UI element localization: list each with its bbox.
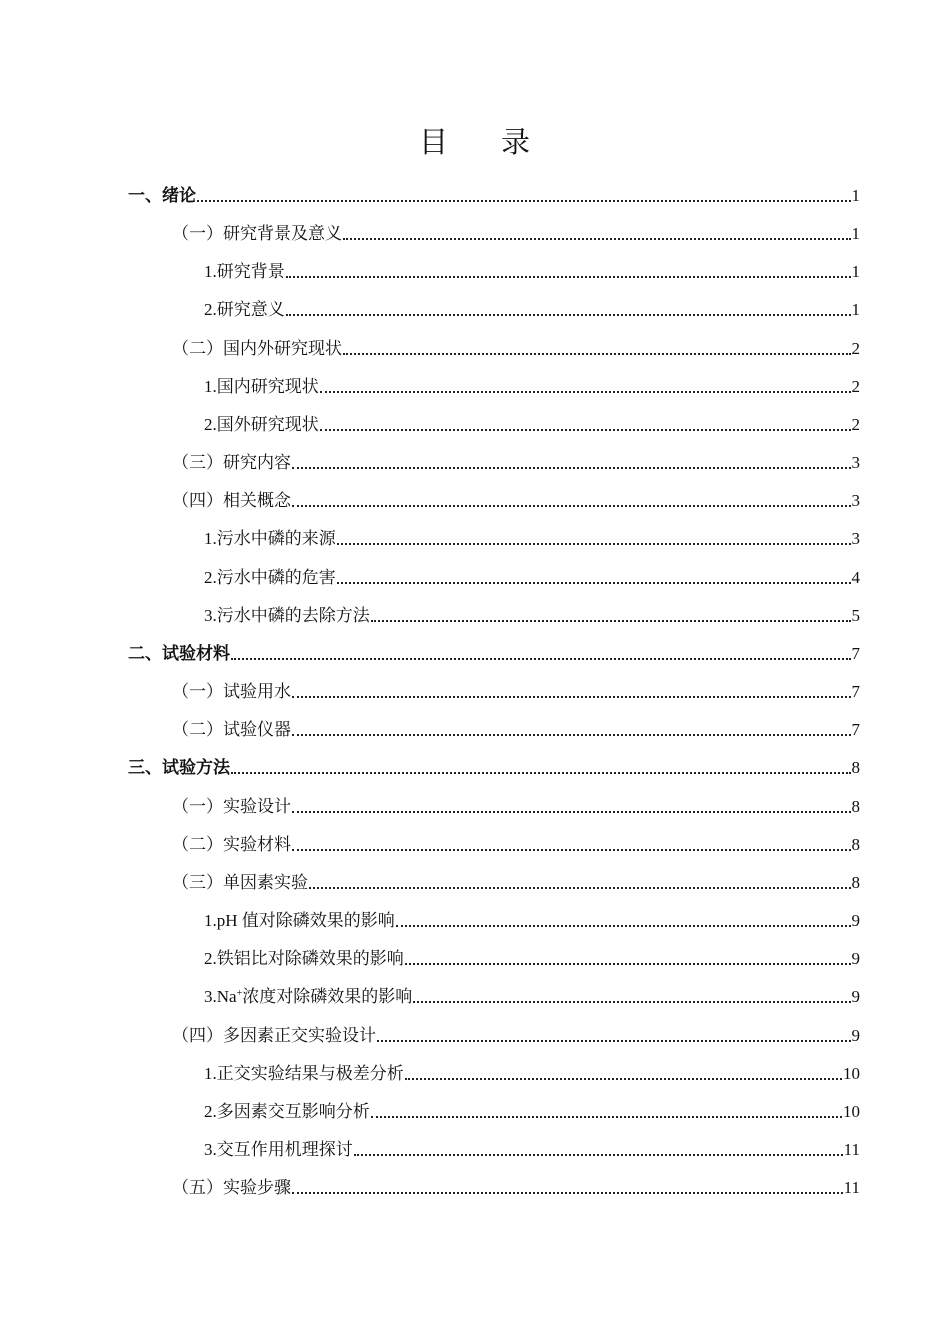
toc-entry[interactable]	[204, 527, 860, 551]
toc-entry[interactable]	[204, 260, 860, 284]
toc-entry-page: 9	[851, 911, 860, 930]
toc-entry-label: （四）相关概念	[172, 491, 291, 510]
toc-entry-page: 8	[851, 797, 860, 816]
dot-leader	[231, 642, 851, 666]
toc-entry[interactable]	[172, 718, 860, 742]
toc-entry-label: 2.国外研究现状	[204, 415, 319, 434]
toc-entry-page: 9	[851, 987, 860, 1006]
toc-title-char-2: 录	[501, 127, 532, 159]
toc-entry-page: 8	[851, 835, 860, 854]
dot-leader	[396, 909, 851, 933]
dot-leader	[354, 1138, 843, 1162]
toc-entry-label: （二）实验材料	[172, 835, 291, 854]
toc-entry-label: 2.污水中磷的危害	[204, 568, 336, 587]
toc-entry-label: 1.污水中磷的来源	[204, 529, 336, 548]
toc-entry-page: 1	[851, 300, 860, 319]
toc-entry[interactable]	[204, 1100, 860, 1124]
toc-entry-page: 8	[851, 873, 860, 892]
dot-leader	[292, 718, 851, 742]
dot-leader	[337, 566, 851, 590]
toc-entry-label: （二）试验仪器	[172, 720, 291, 739]
toc-entry-label: 一、绪论	[128, 186, 196, 205]
dot-leader	[292, 680, 851, 704]
toc-entry-label: 二、试验材料	[128, 644, 230, 663]
toc-entry-label: 2.多因素交互影响分析	[204, 1102, 370, 1121]
dot-leader	[320, 413, 851, 437]
dot-leader	[320, 375, 851, 399]
toc-entry-page: 3	[851, 453, 860, 472]
label-prefix: 3.Na	[204, 987, 237, 1006]
toc-entry[interactable]	[172, 1176, 860, 1200]
toc-entry-label: （三）研究内容	[172, 453, 291, 472]
toc-entry[interactable]	[172, 489, 860, 513]
toc-entry-page: 2	[851, 377, 860, 396]
dot-leader	[292, 489, 851, 513]
toc-entry-label: 1.国内研究现状	[204, 377, 319, 396]
toc-entry-page: 1	[851, 224, 860, 243]
toc-entry-label: 3.交互作用机理探讨	[204, 1140, 353, 1159]
toc-entry[interactable]	[204, 298, 860, 322]
dot-leader	[413, 985, 850, 1009]
dot-leader	[292, 833, 851, 857]
dot-leader	[197, 184, 851, 208]
dot-leader	[337, 527, 851, 551]
superscript-plus: +	[236, 988, 243, 999]
toc-entry-page: 10	[843, 1102, 860, 1121]
toc-entry-label: （一）实验设计	[172, 797, 291, 816]
dot-leader	[292, 795, 851, 819]
toc-entry-label: （一）试验用水	[172, 682, 291, 701]
toc-entry[interactable]	[128, 184, 860, 208]
dot-leader	[405, 947, 851, 971]
dot-leader	[286, 260, 851, 284]
toc-entry-page: 11	[843, 1178, 860, 1197]
toc-entry[interactable]	[128, 756, 860, 780]
toc-entry[interactable]	[204, 375, 860, 399]
toc-entry[interactable]	[204, 604, 860, 628]
toc-entry-page: 1	[851, 186, 860, 205]
dot-leader	[286, 298, 851, 322]
toc-entry[interactable]	[204, 566, 860, 590]
toc-entry[interactable]	[172, 833, 860, 857]
toc-entry-page: 2	[851, 339, 860, 358]
toc-entry-label: （五）实验步骤	[172, 1178, 291, 1197]
toc-entry-page: 3	[851, 491, 860, 510]
toc-entry[interactable]	[204, 413, 860, 437]
toc-entry-page: 4	[851, 568, 860, 587]
toc-entry[interactable]	[128, 642, 860, 666]
dot-leader	[292, 451, 851, 475]
toc-entry-page: 5	[851, 606, 860, 625]
dot-leader	[371, 604, 851, 628]
toc-entry-page: 11	[843, 1140, 860, 1159]
toc-entry-page: 8	[851, 758, 860, 777]
dot-leader	[377, 1024, 851, 1048]
toc-entry[interactable]	[204, 985, 860, 1009]
toc-entry[interactable]	[204, 1062, 860, 1086]
toc-entry-page: 1	[851, 262, 860, 281]
toc-entry-label: （四）多因素正交实验设计	[172, 1026, 376, 1045]
toc-entry-label: （三）单因素实验	[172, 873, 308, 892]
toc-entry[interactable]	[172, 795, 860, 819]
toc-entry-page: 10	[843, 1064, 860, 1083]
toc-entry-label: 2.研究意义	[204, 300, 285, 319]
toc-entry-label: （一）研究背景及意义	[172, 224, 342, 243]
toc-entry-label: 3.污水中磷的去除方法	[204, 606, 370, 625]
toc-entry-label: 2.铁铝比对除磷效果的影响	[204, 949, 404, 968]
toc-entry-label	[204, 985, 412, 1009]
toc-entry-page: 2	[851, 415, 860, 434]
dot-leader	[292, 1176, 843, 1200]
dot-leader	[343, 337, 851, 361]
dot-leader	[309, 871, 851, 895]
toc-entry-page: 9	[851, 949, 860, 968]
toc-entry[interactable]	[204, 1138, 860, 1162]
toc-entry[interactable]	[172, 337, 860, 361]
toc-entry[interactable]	[172, 222, 860, 246]
toc-entry-page: 3	[851, 529, 860, 548]
toc-entry[interactable]	[172, 871, 860, 895]
toc-entry[interactable]	[204, 947, 860, 971]
toc-entry-label: 1.研究背景	[204, 262, 285, 281]
label-suffix: 浓度对除磷效果的影响	[242, 987, 413, 1006]
dot-leader	[343, 222, 851, 246]
toc-entry-page: 7	[851, 644, 860, 663]
toc-entry-page: 9	[851, 1026, 860, 1045]
toc-entry-label: 1.pH 值对除磷效果的影响	[204, 911, 395, 930]
toc-entry[interactable]	[172, 451, 860, 475]
dot-leader	[405, 1062, 842, 1086]
toc-entry[interactable]	[172, 680, 860, 704]
toc-entry[interactable]	[172, 1024, 860, 1048]
dot-leader	[371, 1100, 842, 1124]
toc-title-char-1: 目	[418, 127, 449, 159]
dot-leader	[231, 756, 851, 780]
toc-title	[0, 120, 950, 161]
toc-entry-label: （二）国内外研究现状	[172, 339, 342, 358]
toc-entry-label: 三、试验方法	[128, 758, 230, 777]
toc-entry-page: 7	[851, 682, 860, 701]
toc-entry-label: 1.正交实验结果与极差分析	[204, 1064, 404, 1083]
toc-entry-page: 7	[851, 720, 860, 739]
toc-entry[interactable]	[204, 909, 860, 933]
